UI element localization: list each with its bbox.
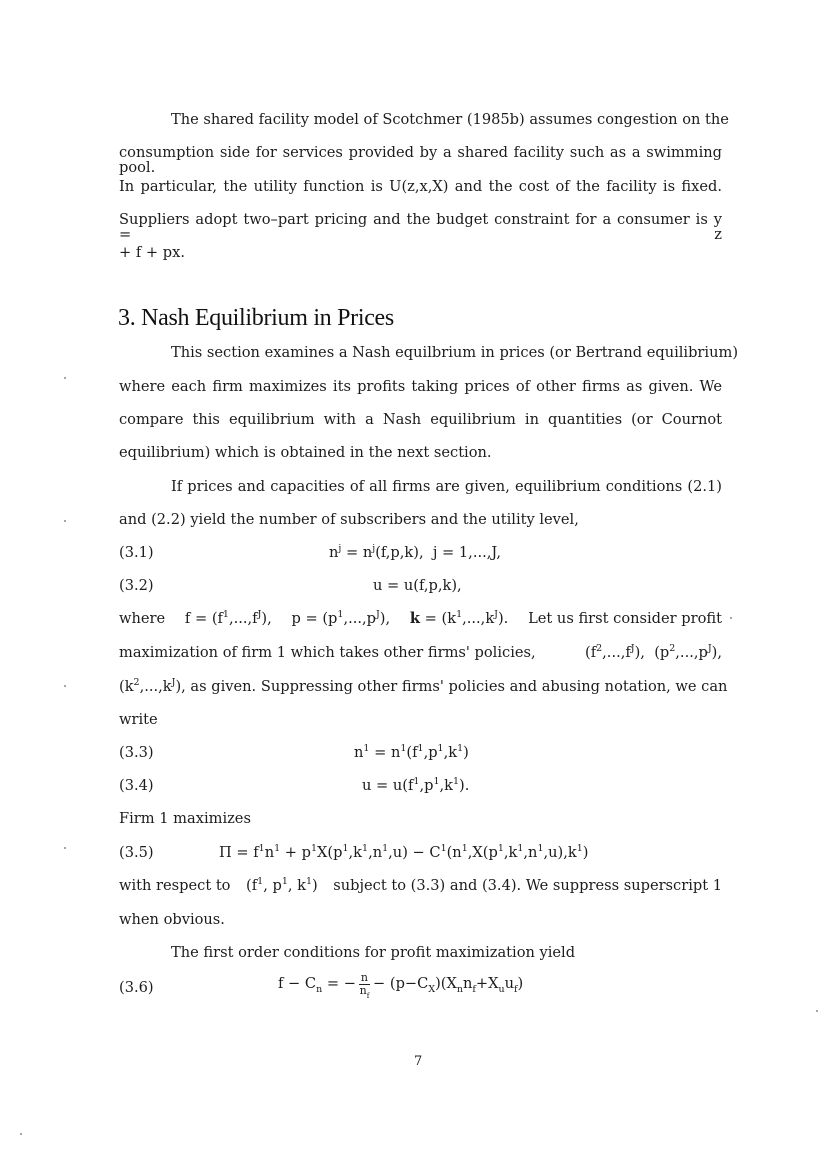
scan-speck (730, 617, 732, 619)
eq-3-3-label: (3.3) (119, 744, 154, 761)
para4-line3 (119, 677, 728, 695)
para4-cont: Let us first consider profit (528, 610, 722, 627)
para4-line2 (119, 643, 722, 661)
eq-3-5: $\Pi = f^1n^1 + p^1X(p^1,k^1,n^1,u) - C^1(n^1,X(p^1,k^1,n^1,u),k^1)$ (219, 843, 589, 861)
para4-line1 (119, 609, 722, 627)
para1-line5: + f + px. (119, 244, 185, 261)
eq-3-4: $u = u(f^1,p^1,k^1)$. (362, 776, 470, 794)
para1-line2: consumption side for services provided by a shared facility such as a swimming pool. (119, 144, 722, 176)
para2-line1: This section examines a Nash equilbrium in prices (or Bertrand equilibrium) (171, 344, 739, 361)
section-heading: 3. Nash Equilibrium in Prices (118, 305, 394, 331)
eq-3-1: $n^j = n^j(f,p,k)$, j = 1,...,J, (329, 543, 502, 561)
scan-speck (64, 847, 66, 849)
other-f: $(f^2,...,f^J)$, $(p^2,...,p^J)$, (585, 643, 722, 661)
eq-3-2: u = u(f,p,k), (373, 577, 462, 594)
para2-line3: compare this equilibrium with a Nash equilibrium in quantities (or Cournot (119, 411, 722, 428)
eq-3-2-label: (3.2) (119, 577, 154, 594)
para3-line2: and (2.2) yield the number of subscribers and the utility level, (119, 511, 579, 528)
def-k: $k = (k^1,...,k^J)$. (409, 609, 509, 627)
para5-line1 (119, 876, 722, 894)
para3-line1: If prices and capacities of all firms are given, equilibrium conditions (2.1) (171, 478, 722, 495)
para1-line4: Suppliers adopt two–part pricing and the budget constraint for a consumer is y = z (119, 211, 722, 243)
eq-3-1-label: (3.1) (119, 544, 154, 561)
eq-3-3: $n^1 = n^1(f^1,p^1,k^1)$ (354, 743, 469, 761)
scan-speck (20, 1133, 22, 1135)
scan-speck (64, 685, 66, 687)
eq-3-6-label: (3.6) (119, 979, 154, 996)
para4-line2-start: maximization of firm 1 which takes other firms' policies, (119, 644, 536, 661)
def-p: $p = (p^1,...,p^J)$, (291, 609, 391, 627)
para5-vars: ($f^1$, $p^1$, $k^1$) (246, 876, 318, 894)
para5-line2: when obvious. (119, 911, 225, 928)
def-f: $f = (f^1,...,f^J)$, (184, 609, 272, 627)
para2-line2: where each firm maximizes its profits taking prices of other firms as given. We (119, 378, 722, 395)
para4-line3-end: , as given. Suppressing other firms' policies and abusing notation, we can (181, 678, 728, 695)
para5-start: with respect to (119, 877, 231, 894)
scan-speck (816, 1010, 818, 1012)
para1-line3: In particular, the utility function is U(z,x,X) and the cost of the facility is fixed. (119, 178, 722, 195)
where-word: where (119, 610, 166, 627)
fraction: $\frac{n}{n_f}$ (359, 971, 370, 1001)
scan-speck (64, 377, 66, 379)
para2-line4: equilibrium) which is obtained in the next section. (119, 444, 492, 461)
para6-line1: The first order conditions for profit maximization yield (171, 944, 576, 961)
other-k: $(k^2,...,k^J)$ (119, 677, 182, 695)
eq-3-4-label: (3.4) (119, 777, 154, 794)
eq-3-6: $f - C_n$ = − $\frac{n}{n_f}$ − $(p-C_X)(X_nn_f+X_uu_f)$ (278, 971, 524, 1001)
firm1-maximizes: Firm 1 maximizes (119, 810, 251, 827)
scan-speck (64, 520, 66, 522)
para1-line1: The shared facility model of Scotchmer (1985b) assumes congestion on the (171, 111, 729, 128)
eq-3-5-label: (3.5) (119, 844, 154, 861)
page-number: 7 (414, 1054, 423, 1069)
para4-line4: write (119, 711, 158, 728)
para5-end: subject to (3.3) and (3.4). We suppress superscript 1 (333, 877, 722, 894)
